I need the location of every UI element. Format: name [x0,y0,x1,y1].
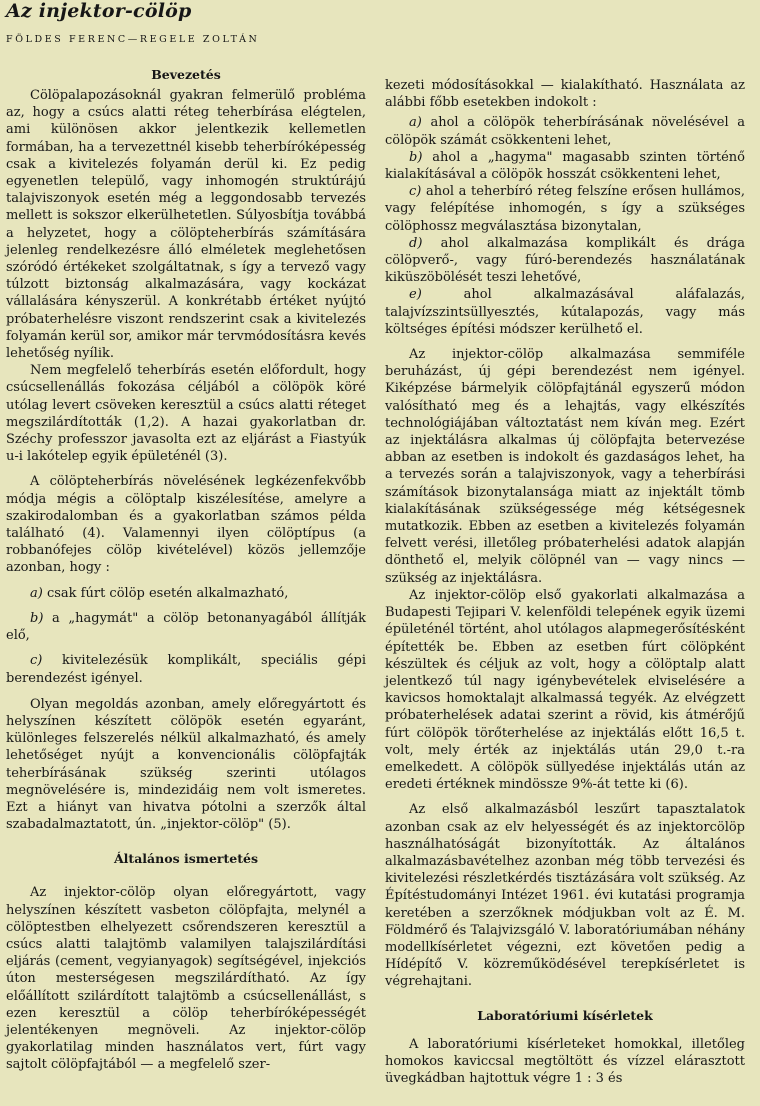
list-marker: a) [409,115,422,131]
list-text: ahol alkalmazása komplikált és drága cölöpverő-, vagy fúró-berendezés használatának kiküszöbölését teszi lehetővé, [385,235,745,286]
list-item-c [6,652,366,686]
paragraph: Az injektor-cölöp alkalmazása semmiféle beruházást, új gépi berendezést nem igényel. Kiképzése bármelyik cölöpfajtánál egyszerű módon valósítható meg és a lehajtás, vagy elkészítés technológiájában változtatást nem kíván meg. Ezért az injektálásra alkalmas új cölöpfajta betervezése abban az esetben is indokolt és gazdaságos lehet, ha a tervezés során a talajviszonyok, vagy a teherbírási számítások bizonytalansága miatt az injektált tömb kialakításának szükségessége még kétségesnek mutatkozik. Ebben az esetben a kivitelezés folyamán felvett verési, illetőleg próbaterhelési adatok alapján dönthető el, melyik cölöpnél van — vagy nincs — szükség az injektálásra. [385,347,745,586]
article-authors: FÖLDES FERENC—REGELE ZOLTÁN [6,34,260,45]
paragraph: Az első alkalmazásból leszűrt tapasztalatok azonban csak az elv helyességét és az injektorcölöp használhatóságát bizonyították. Az általános alkalmazásbavételhez azonban még több tervezési és kivitelezési részletkérdés tisztázására volt szükség. Az Építéstudományi Intézet 1961. évi kutatási programja keretében a szerzőknek módjukban volt az É. M. Földmérő és Talajvizsgáló V. laboratóriumában néhány modellkísérletet végezni, ezt követően pedig a Hídépítő V. közreműködésével terepkísérletet is végrehajtani. [385,802,745,990]
list-item-a [6,585,366,602]
paragraph: A cölöpteherbírás növelésének legkézenfekvőbb módja mégis a cölöptalp kiszélesítése, amelyre a szakirodalomban és a gyakorlatban számos példa található (4). Valamennyi ilyen cölöptípus (a robbanófejes cölöp kivételével) közös jellemzője azonban, hogy : [6,474,366,576]
list-item-c [385,183,745,235]
paragraph: kezeti módosításokkal — kialakítható. Használata az alábbi főbb esetekben indokolt : [385,78,745,111]
list-marker: e) [409,287,422,303]
list-item-d [385,235,745,287]
paragraph: Az injektor-cölöp első gyakorlati alkalmazása a Budapesti Tejipari V. kelenföldi telepének egyik üzemi épületénél történt, ahol utólagos alapmegerősítésként építették be. Ebben az esetben fúrt cölöpként készültek és céljuk az volt, hogy a cölöptalp alatt jelentkező túl nagy igénybevételek elviselésére a kavicsos homoktalajt alkalmassá tegyék. Az elvégzett próbaterhelések adatai szerint a rövid, kis átmérőjű fúrt cölöpök törőterhelése az injektálás előtt 16,5 t. volt, mely érték az injektálás után 29,0 t.-ra emelkedett. A cölöpök süllyedése injektálás után az eredeti értéknek mindössze 9%-át tette ki (6). [385,587,745,793]
list-text: csak fúrt cölöp esetén alkalmazható, [46,585,289,601]
list-item-b [6,610,366,644]
list-marker: c) [30,653,43,669]
paragraph: Nem megfelelő teherbírás esetén előfordult, hogy csúcsellenállás fokozása céljából a cölöpök köré utólag levert csöveken keresztül a csúcs alatti réteget megszilárdították (1,2). A hazai gyakorlatban dr. Széchy professzor javasolta ezt az eljárást a Fiastyúk u-i lakótelep egyik épületénél (3). [6,363,366,465]
section-heading-bevezetes: Bevezetés [151,67,221,82]
list-text: a „hagymát" a cölöp betonanyagából állítják elő, [6,610,366,644]
paragraph: Cölöpalapozásoknál gyakran felmerülő probléma az, hogy a csúcs alatti réteg teherbírása elégtelen, ami különösen akkor jelentkezik kellemetlen formában, ha a tervezettnél kisebb teherbíróképesség csak a kivitelezés folyamán derül ki. Ez pedig egyenetlen települő, vagy inhomogén struktúrájú talajviszonyok esetén még a leggondosabb tervezés mellett is sokszor elkerülhetetlen. Súlyosbítja továbbá a helyzetet, hogy a cölöpteherbírás számítására jelenleg rendelkezésre álló elméletek meglehetősen szóródó értékeket szolgáltatnak, s így a tervező vagy túlzott biztonság alkalmazására, vagy kockázat vállalására kényszerül. A konkrétabb értéket nyújtó próbaterhelésre viszont rendszerint csak a kivitelezés folyamán kerül sor, amikor már tervmódosításra kevés lehetőség nyílik. [6,88,366,362]
list-item-e [385,286,745,338]
paragraph: A laboratóriumi kísérleteket homokkal, illetőleg homokos kaviccsal megtöltött és vízzel elárasztott üvegkádban hajtottuk végre 1 : 3 és [385,1036,745,1086]
left-column [6,62,366,1074]
paragraph: Olyan megoldás azonban, amely előregyártott és helyszínen készített cölöpök esetén egyaránt, különleges felszerelés nélkül alkalmazható, és amely lehetőséget nyújt a konvencionális cölöpfajták teherbírásának szükség szerinti utólagos megnövelésére is, mindezidáig nem volt ismeretes. Ezt a hiányt van hivatva pótolni a szerzők által szabadalmaztatott, ún. „injektor-cölöp" (5). [6,696,366,833]
article-title: Az injektor-cölöp [6,0,192,22]
list-marker: a) [30,585,43,601]
list-item-b [385,149,745,183]
list-marker: b) [409,149,423,165]
section-heading-altalanos: Általános ismertetés [113,851,259,867]
list-text: ahol alkalmazásával aláfalazás, talajvízszintsüllyesztés, kútalapozás, vagy más költséges építési módszer kerülhető el. [385,287,746,337]
right-column [385,77,745,1087]
list-text: ahol a „hagyma" magasabb szinten történő kialakításával a cölöpök hosszát csökkenteni lehet, [385,149,745,183]
list-text: ahol a cölöpök teherbírásának növelésével a cölöpök számát csökkenteni lehet, [385,115,745,148]
list-marker: c) [409,184,422,200]
paragraph: Az injektor-cölöp olyan előregyártott, vagy helyszínen készített vasbeton cölöpfajta, melynél a cölöptestben elhelyezett csőrendszeren keresztül a csúcs alatti talajtömb valamilyen talajszilárdítási eljárás (cement, vegyianyagok) segítségével, injekciós úton mesterségesen megszilárdítható. Az így előállított szilárdított talajtömb a csúcsellenállást, s ezen keresztül a cölöp teherbíróképességét jelentékenyen megnöveli. Az injektor-cölöp gyakorlatilag minden használatos vert, fúrt vagy sajtolt cölöpfajtából — a megfelelő szer- [6,885,366,1073]
list-text: ahol a teherbíró réteg felszíne erősen hullámos, vagy felépítése inhomogén, s így a szükséges cölöphossz megválasztása bizonytalan, [385,184,745,234]
section-heading-labor: Laboratóriumi kísérletek [477,1007,653,1023]
list-item-a [385,114,745,148]
list-marker: d) [409,235,423,251]
list-marker: b) [30,610,44,626]
list-text: kivitelezésük komplikált, speciális gépi berendezést igényel. [6,653,366,686]
